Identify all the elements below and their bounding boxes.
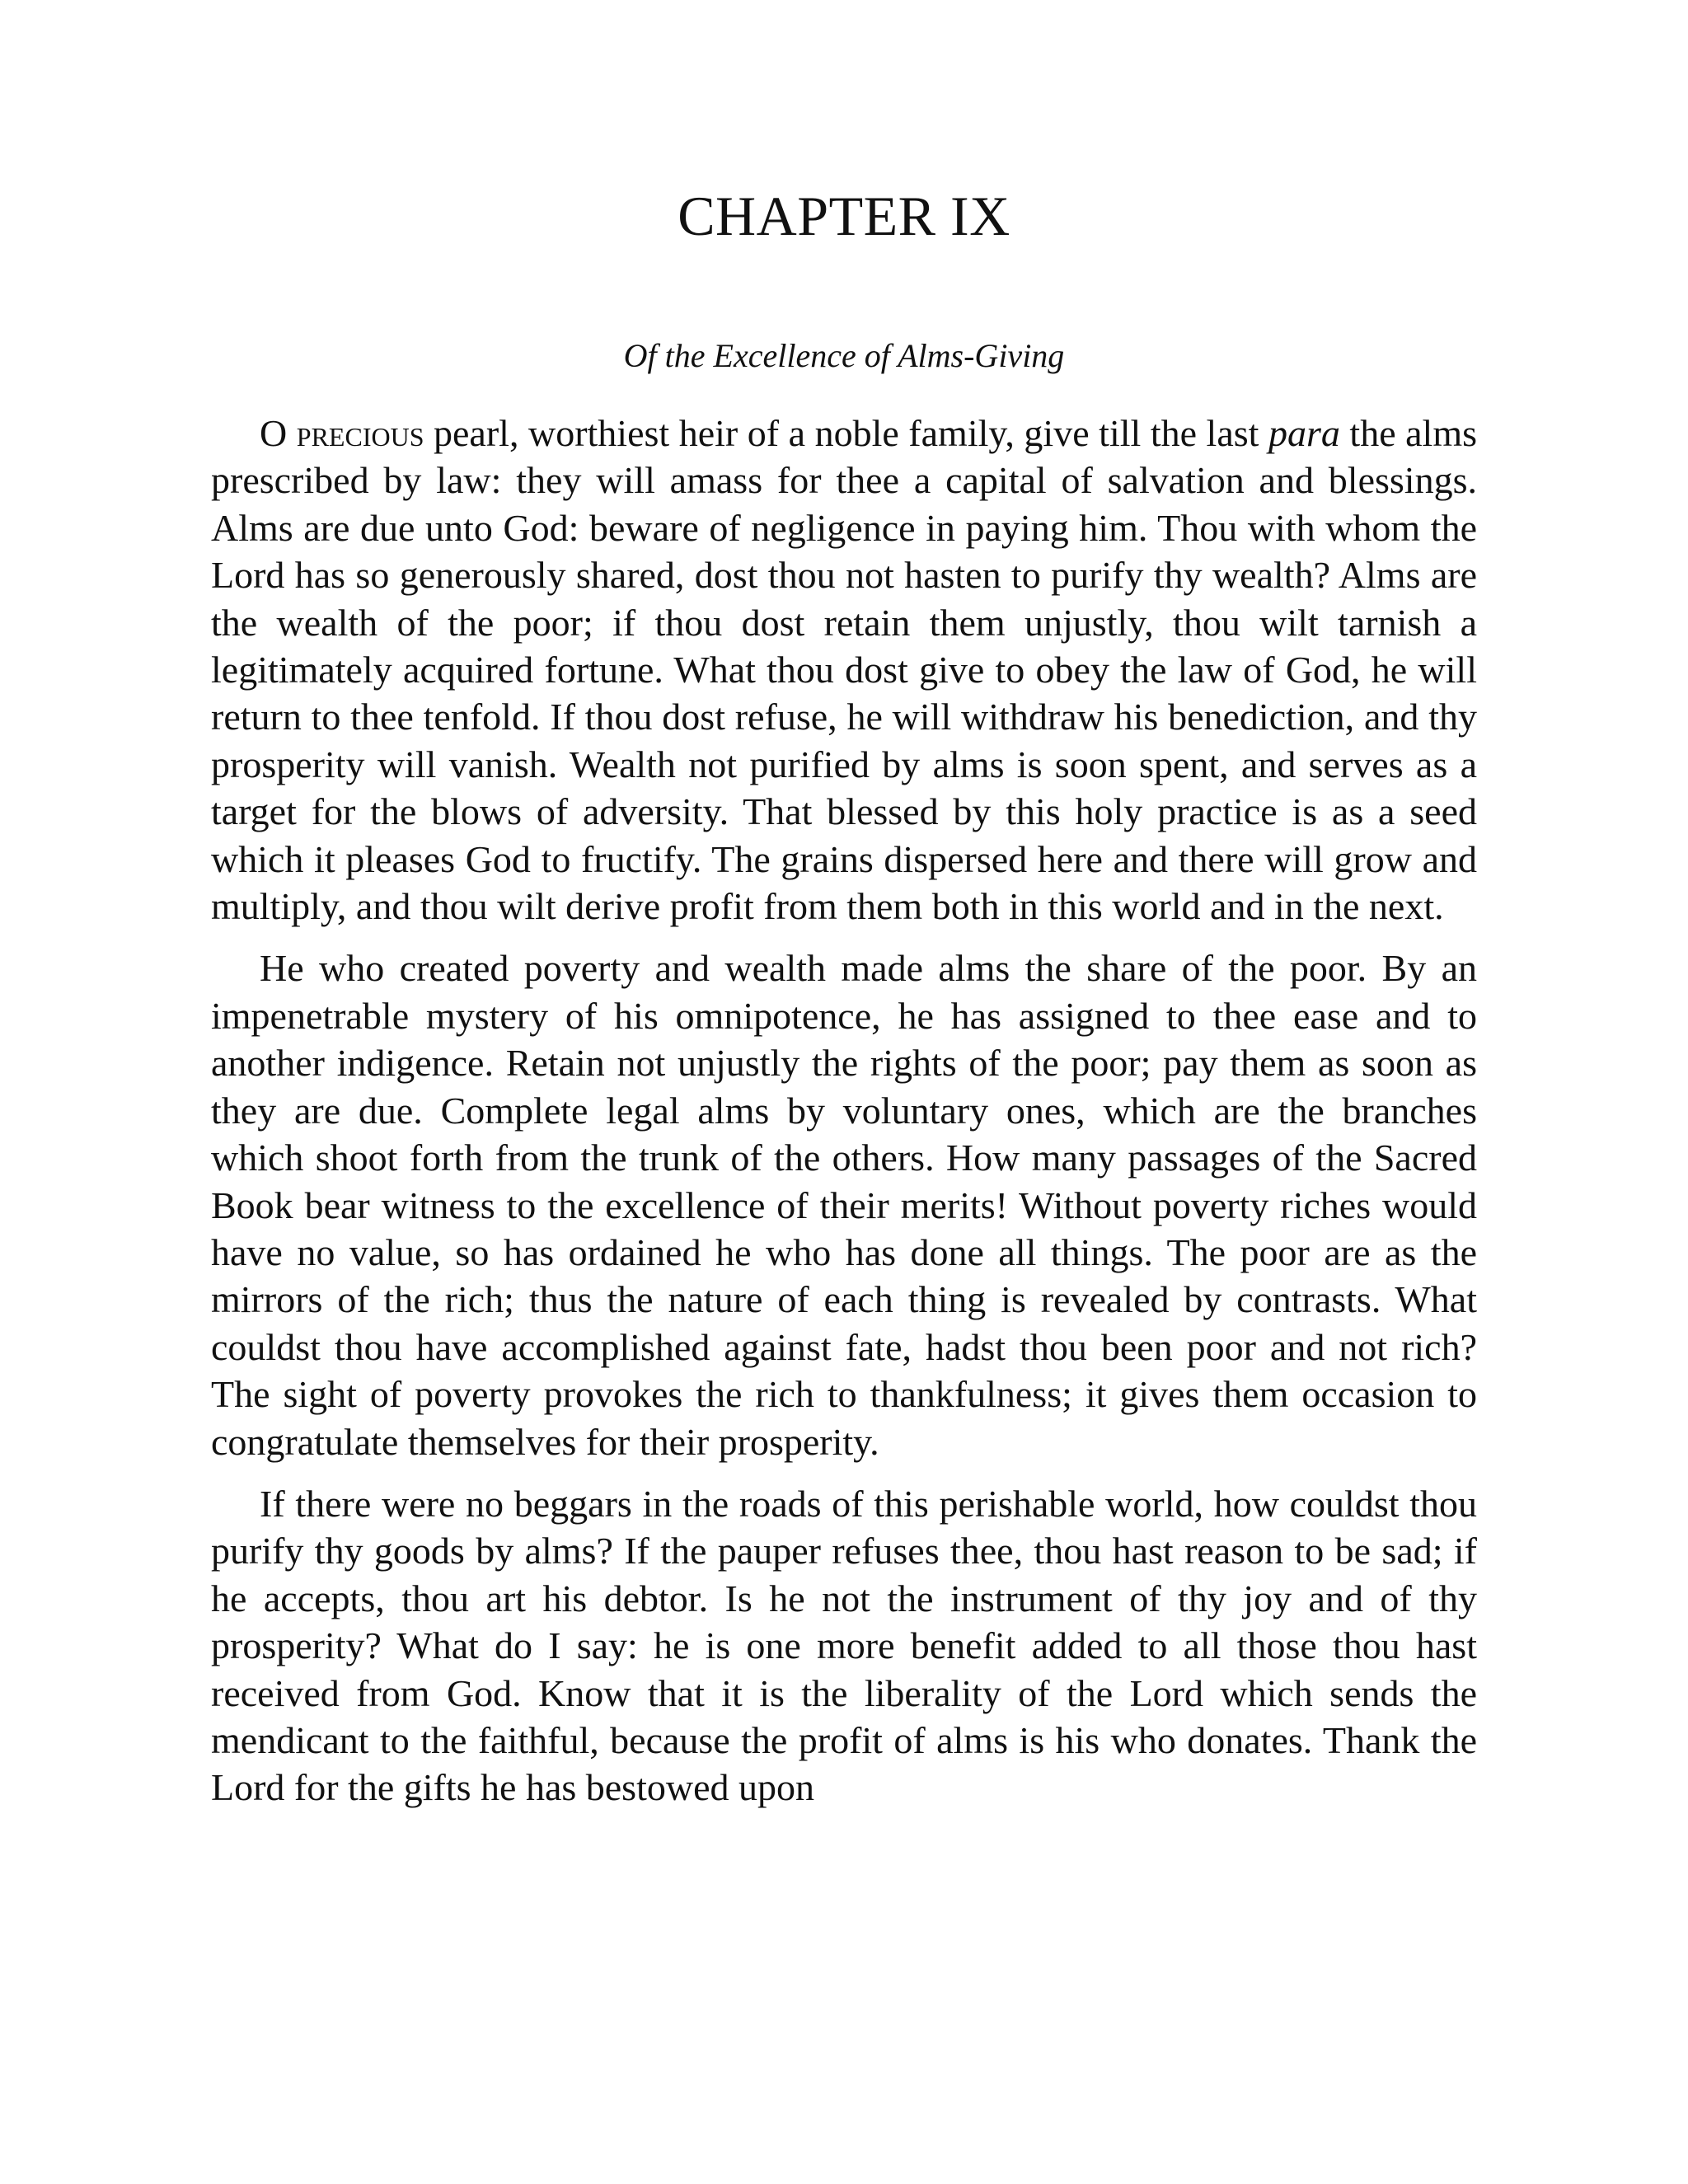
chapter-body: [211, 410, 1477, 1826]
paragraph-1-italic-word: para: [1268, 412, 1340, 454]
paragraph-1: [211, 410, 1477, 930]
paragraph-1-smallcaps-word: precious: [296, 412, 424, 454]
chapter-title: CHAPTER IX: [678, 185, 1010, 247]
chapter-subtitle: Of the Excellence of Alms-Giving: [623, 337, 1065, 374]
paragraph-2: He who created poverty and wealth made alms the share of the poor. By an impenetrable mystery of his omnipotence, he has assigned to thee ease and to another indigence. Retain not unjustly the rights of the poor; pay them as soon as they are due. Complete legal alms by voluntary ones, which are the branches which shoot forth from the trunk of the others. How many passages of the Sacred Book bear witness to the excellence of their merits! Without poverty riches would have no value, so has ordained he who has done all things. The poor are as the mirrors of the rich; thus the nature of each thing is revealed by contrasts. What couldst thou have accomplished against fate, hadst thou been poor and not rich? The sight of poverty provokes the rich to thankfulness; it gives them occasion to congratulate themselves for their prosperity.: [211, 947, 1477, 1463]
paragraph-1-opening-letter: O: [260, 412, 288, 454]
paragraph-3: If there were no beggars in the roads of this perishable world, how couldst thou purify thy goods by alms? If the pauper refuses thee, thou hast reason to be sad; if he accepts, thou art his debtor. Is he not the instrument of thy joy and of thy prosperity? What do I say: he is one more benefit added to all those thou hast received from God. Know that it is the liberality of the Lord which sends the mendicant to the faithful, because the profit of alms is his who donates. Thank the Lord for the gifts he has bestowed upon: [211, 1482, 1477, 1809]
paragraph-1-text-a: pearl, worthiest heir of a noble family, give till the last: [424, 412, 1268, 454]
paragraph-1-text-b: the alms prescribed by law: they will amass for thee a capital of salvation and blessings. Alms are due unto God: beware of negligence in paying him. Thou with whom the Lord has so generously shared, dost thou not hasten to purify thy wealth? Alms are the wealth of the poor; if thou dost retain them unjustly, thou wilt tarnish a legitimately acquired fortune. What thou dost give to obey the law of God, he will return to thee tenfold. If thou dost refuse, he will withdraw his benediction, and thy prosperity will vanish. Wealth not purified by alms is soon spent, and serves as a target for the blows of adversity. That blessed by this holy practice is as a seed which it pleases God to fructify. The grains dispersed here and there will grow and multiply, and thou wilt derive profit from them both in this world and in the next.: [211, 412, 1478, 928]
